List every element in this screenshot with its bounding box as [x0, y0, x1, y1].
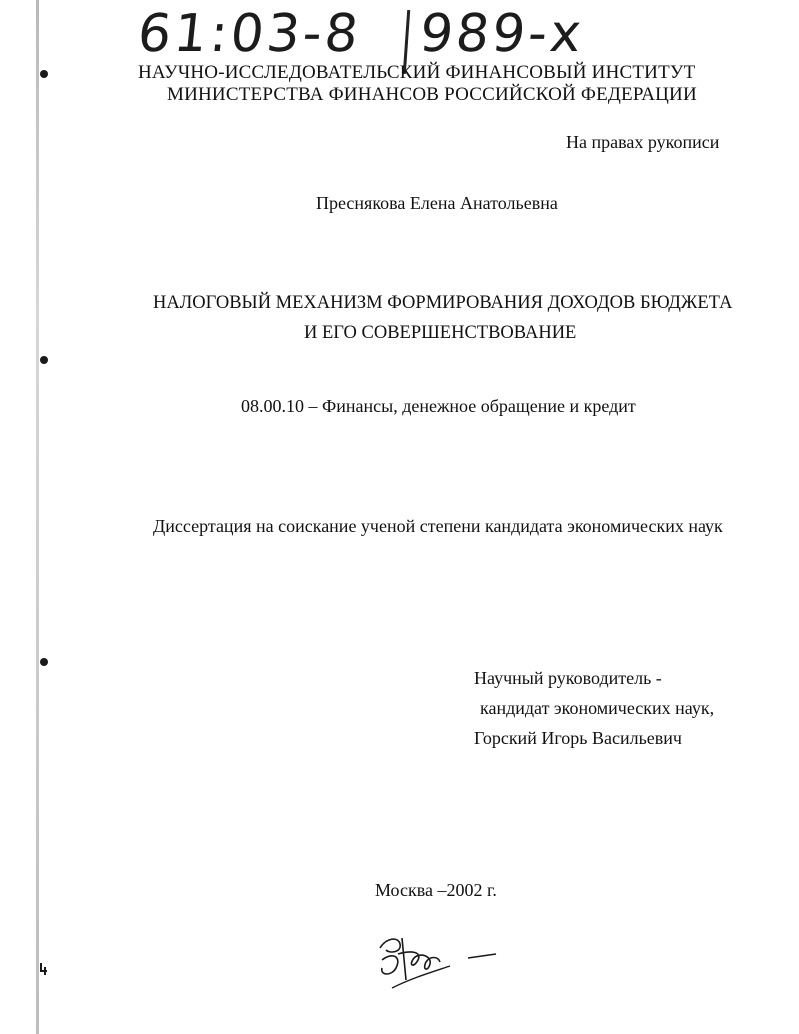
- supervisor-degree: кандидат экономических наук,: [480, 698, 715, 718]
- archive-number: 61:03-8: [134, 4, 364, 64]
- binding-hole-mark: [40, 70, 48, 78]
- archive-suffix: 989-x: [416, 4, 587, 64]
- place-year: Москва –2002 г.: [375, 880, 497, 900]
- institute-line-1: НАУЧНО-ИССЛЕДОВАТЕЛЬСКИЙ ФИНАНСОВЫЙ ИНСТИТУТ: [138, 62, 696, 83]
- supervisor-label: Научный руководитель -: [474, 668, 662, 688]
- binding-hole-mark: [40, 658, 48, 666]
- thesis-title-line-2: И ЕГО СОВЕРШЕНСТВОВАНИЕ: [304, 323, 577, 343]
- supervisor-name: Горский Игорь Васильевич: [474, 728, 682, 748]
- degree-statement: Диссертация на соискание ученой степени кандидата экономических наук: [153, 516, 723, 536]
- handwritten-signature: [372, 930, 502, 1000]
- author-name: Преснякова Елена Анатольевна: [316, 193, 558, 213]
- thesis-title-line-1: НАЛОГОВЫЙ МЕХАНИЗМ ФОРМИРОВАНИЯ ДОХОДОВ БЮДЖЕТА: [153, 293, 733, 313]
- manuscript-rights: На правах рукописи: [566, 132, 720, 152]
- scan-edge-line: [36, 0, 39, 1034]
- binding-hole-mark: [40, 356, 48, 364]
- specialty: 08.00.10 – Финансы, денежное обращение и кредит: [241, 396, 636, 416]
- institute-line-2: МИНИСТЕРСТВА ФИНАНСОВ РОССИЙСКОЙ ФЕДЕРАЦИИ: [167, 84, 697, 105]
- scan-artifact-mark: [40, 962, 48, 976]
